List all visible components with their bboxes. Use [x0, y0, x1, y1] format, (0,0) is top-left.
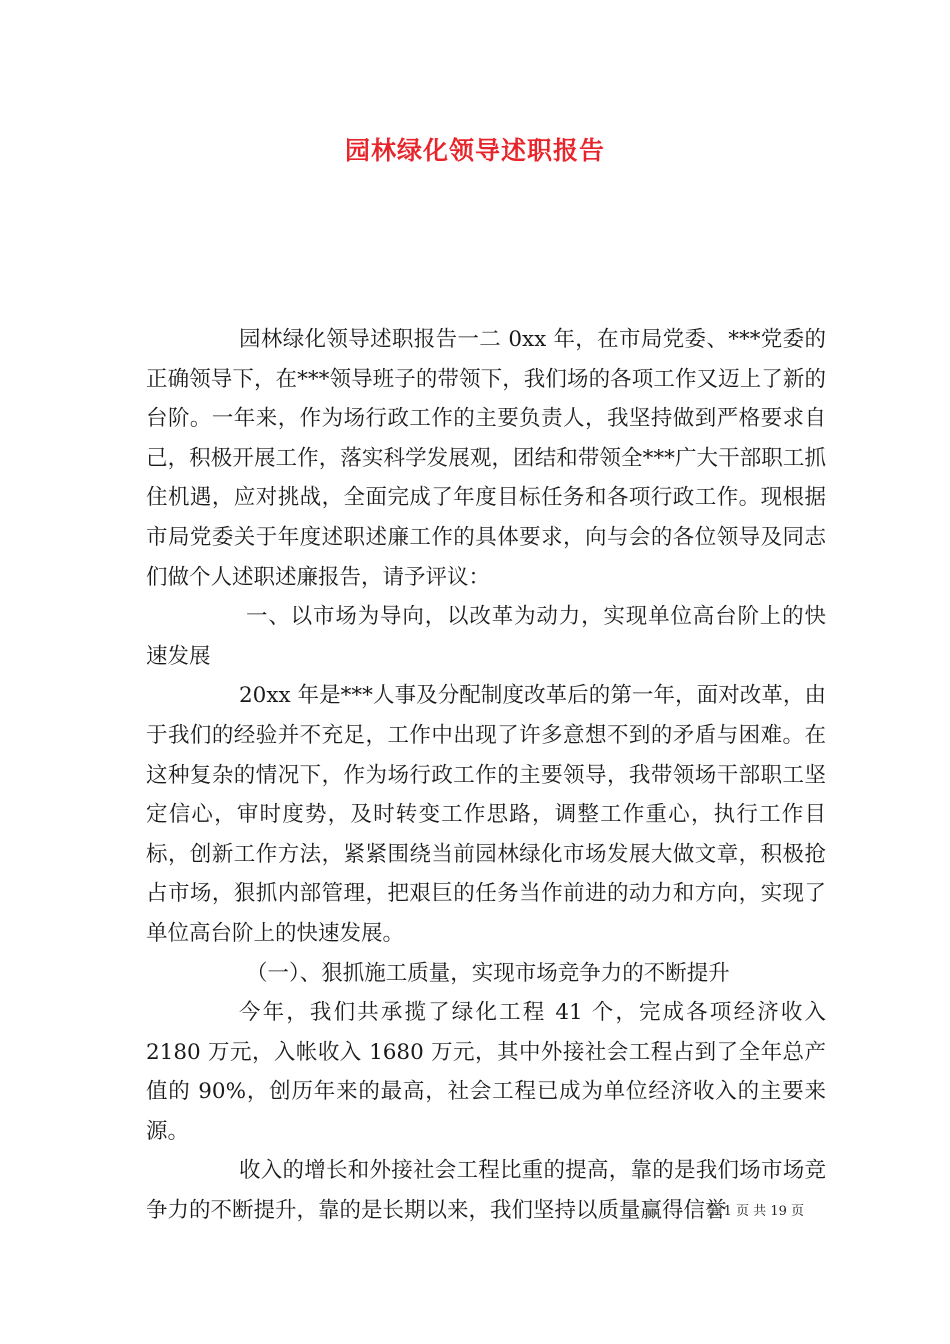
section-heading-1: 一、以市场为导向，以改革为动力，实现单位高台阶上的快速发展 — [146, 604, 826, 669]
page-number: 第 1 页 共 19 页 — [706, 1204, 804, 1219]
paragraph-subsection-1: 今年，我们共承揽了绿化工程 41 个，完成各项经济收入 2180 万元，入帐收入 1680 万元，其中外接社会工程占到了全年总产值的 90%，创历年来的最高，社会工程已成为单位经济收入的主要来源。 — [146, 1000, 826, 1144]
document-title: 园林绿化领导述职报告 — [344, 136, 605, 165]
subsection-heading-1: （一）、狠抓施工质量，实现市场竞争力的不断提升 — [246, 960, 730, 986]
paragraph-section-1: 20xx 年是***人事及分配制度改革后的第一年，面对改革，由于我们的经验并不充足，工作中出现了许多意想不到的矛盾与困难。在这种复杂的情况下，作为场行政工作的主要领导，我带领场干部职工坚定信心，审时度势，及时转变工作思路，调整工作重心，执行工作目标，创新工作方法，紧紧围绕当前园林绿化市场发展大做文章，积极抢占市场，狠抓内部管理，把艰巨的任务当作前进的动力和方向，实现了单位高台阶上的快速发展。 — [146, 683, 826, 946]
document-body — [146, 320, 826, 1231]
paragraph-intro: 园林绿化领导述职报告一二 0xx 年，在市局党委、***党委的正确领导下，在***领导班子的带领下，我们场的各项工作又迈上了新的台阶。一年来，作为场行政工作的主要负责人，我坚持做到严格要求自己，积极开展工作，落实科学发展观，团结和带领全***广大干部职工抓住机遇，应对挑战，全面完成了年度目标任务和各项行政工作。现根据市局党委关于年度述职述廉工作的具体要求，向与会的各位领导及同志们做个人述职述廉报告，请予评议： — [146, 327, 826, 590]
paragraph-continuation: 收入的增长和外接社会工程比重的提高，靠的是我们场市场竞争力的不断提升，靠的是长期以来，我们坚持以质量赢得信誉 — [146, 1158, 826, 1224]
